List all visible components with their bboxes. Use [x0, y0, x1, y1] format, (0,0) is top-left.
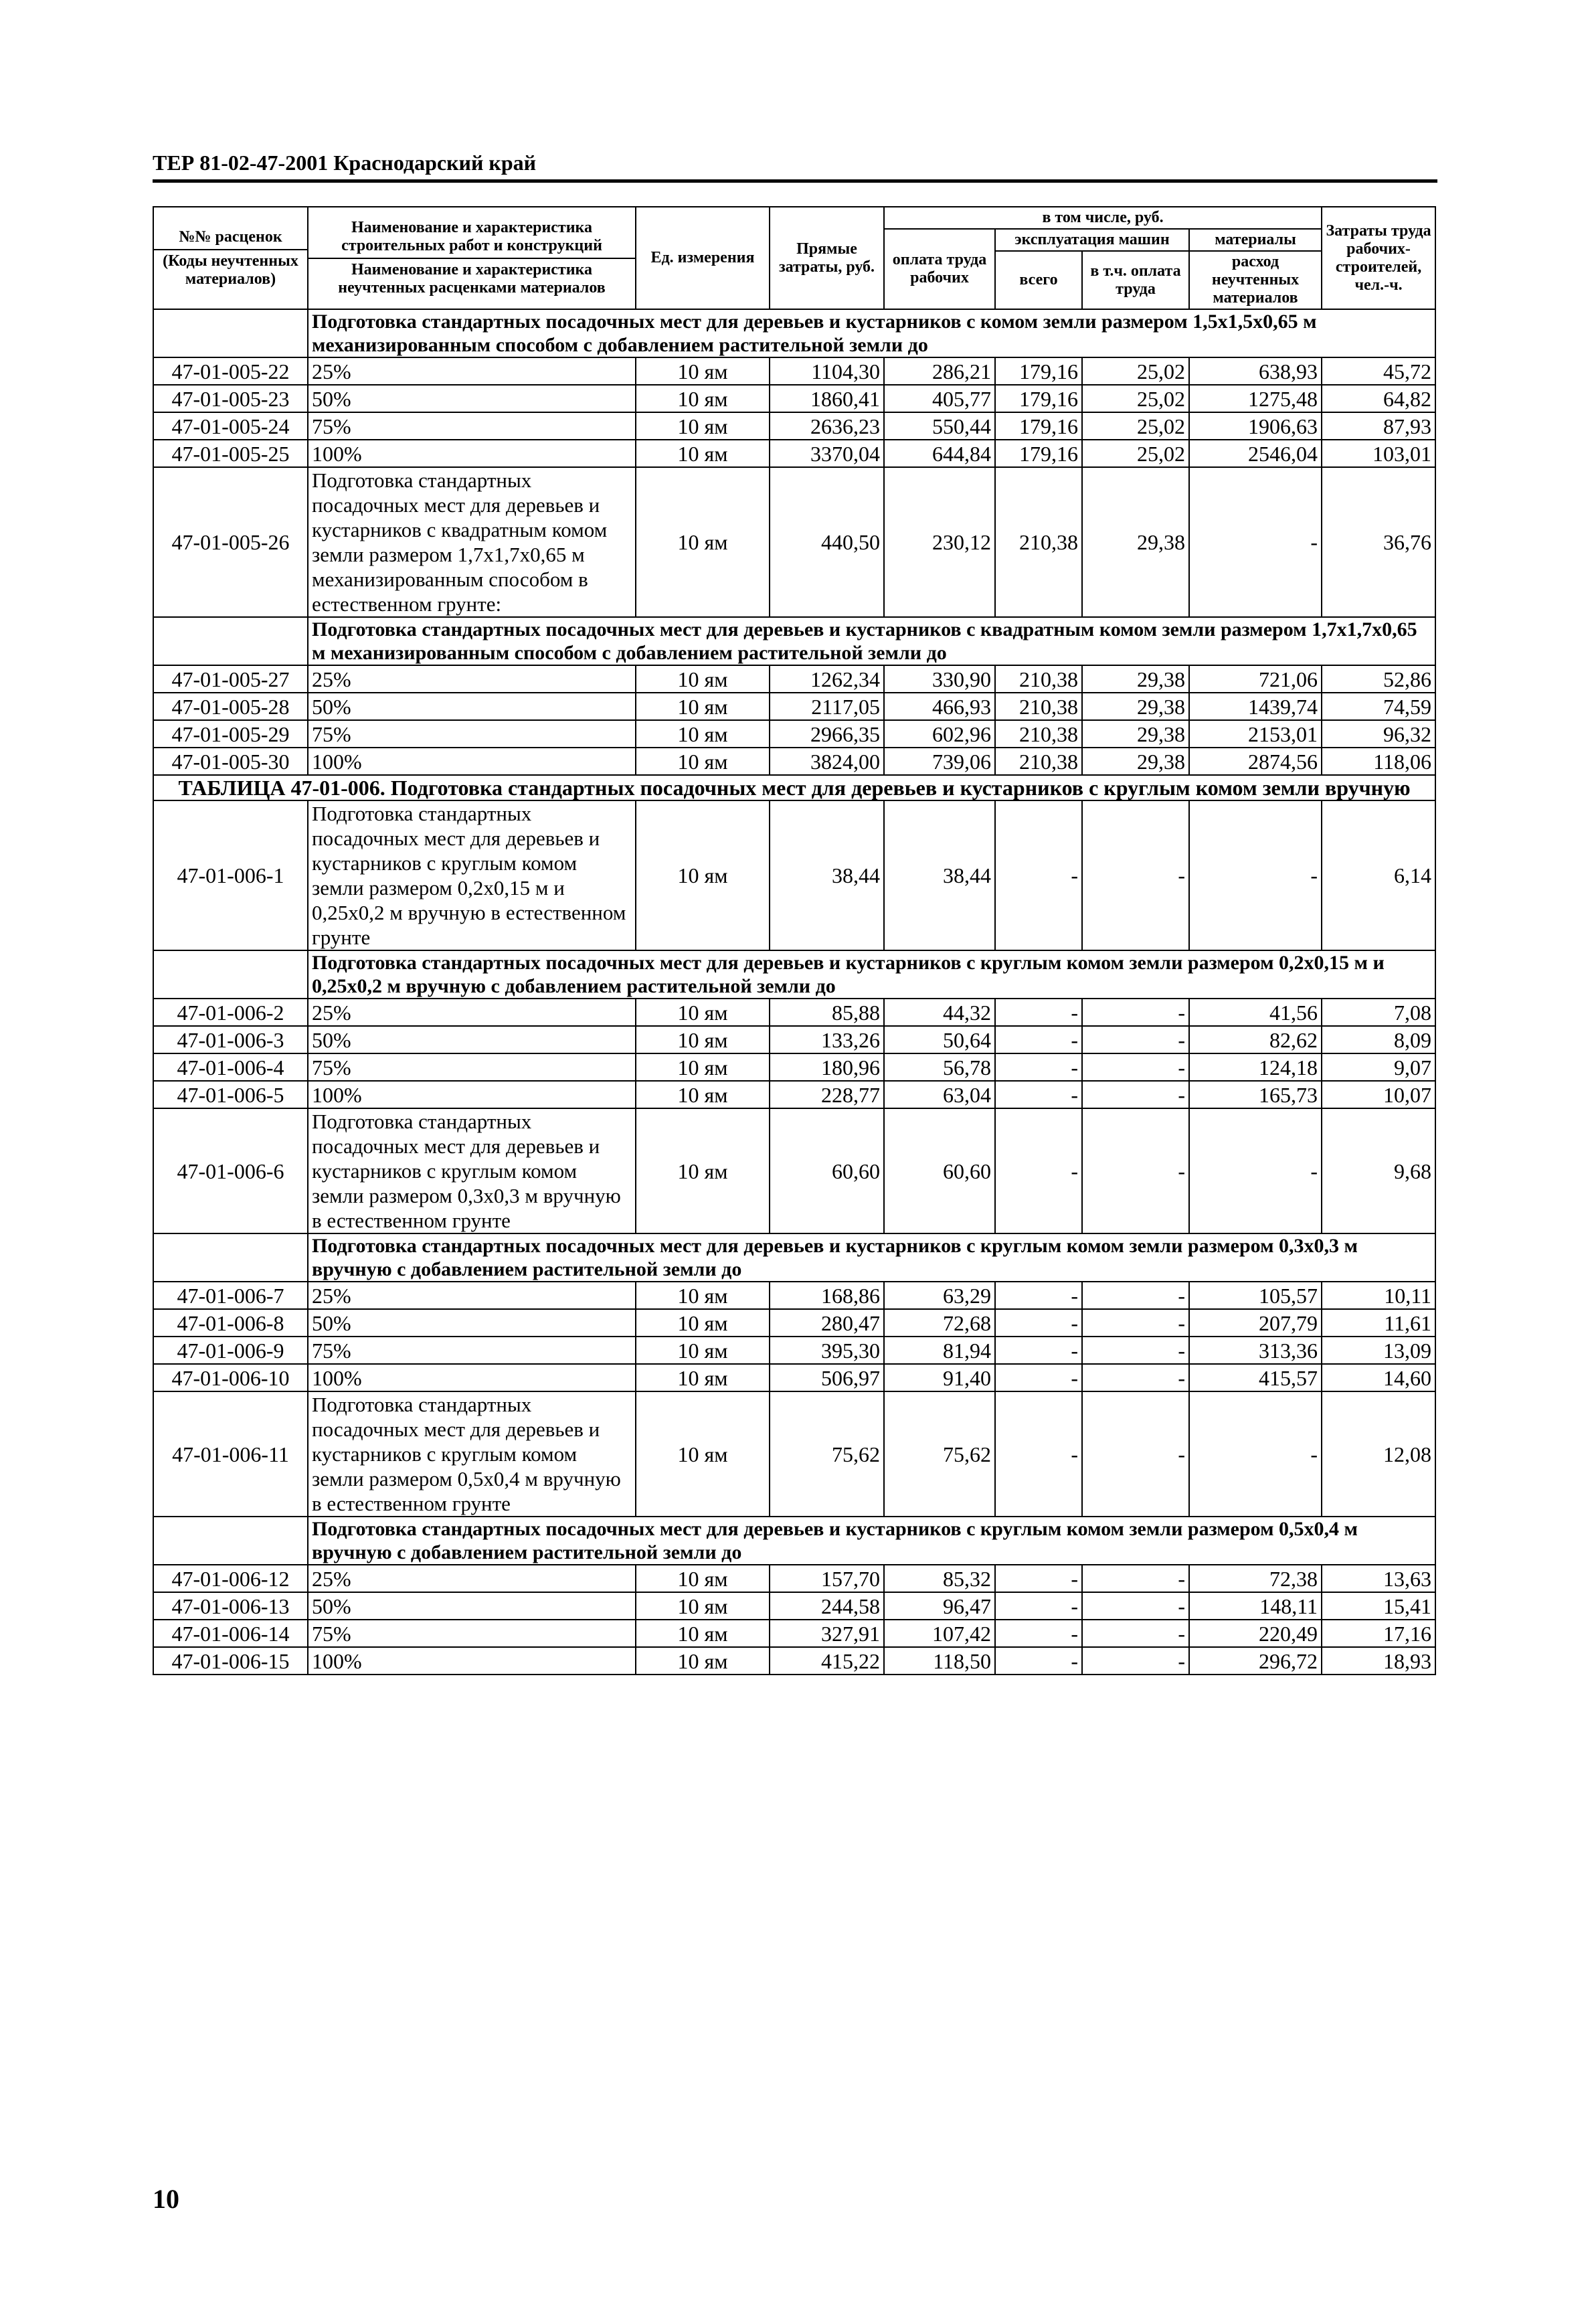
cell-labor: 602,96: [884, 720, 995, 748]
cell-code: 47-01-005-25: [153, 440, 308, 467]
cell-mach-labor: -: [1082, 1081, 1189, 1108]
cell-hours: 36,76: [1322, 467, 1435, 617]
page-number: 10: [153, 2184, 179, 2214]
cell-hours: 13,63: [1322, 1565, 1435, 1592]
cell-unit: 10 ям: [636, 748, 770, 775]
cell-mach-labor: -: [1082, 1108, 1189, 1233]
cell-mach-labor: -: [1082, 1053, 1189, 1081]
cell-labor: 286,21: [884, 357, 995, 385]
cell-direct: 85,88: [770, 999, 884, 1026]
cell-code: 47-01-006-14: [153, 1620, 308, 1647]
cell-name: 25%: [308, 999, 636, 1026]
cell-name: 75%: [308, 1620, 636, 1647]
cell-name: Подготовка стандартных посадочных мест для деревьев и кустарников с круглым комом земли размером 0,2х0,15 м и 0,25х0,2 м вручную в естественном грунте: [308, 800, 636, 950]
cell-mach: 210,38: [995, 665, 1082, 693]
rate-row: [153, 1108, 1435, 1233]
cell-hours: 18,93: [1322, 1647, 1435, 1675]
cell-unit: 10 ям: [636, 720, 770, 748]
cell-hours: 74,59: [1322, 693, 1435, 720]
cell-labor: 96,47: [884, 1592, 995, 1620]
cell-direct: 157,70: [770, 1565, 884, 1592]
cell-labor: 60,60: [884, 1108, 995, 1233]
cell-mach-labor: -: [1082, 1282, 1189, 1309]
cell-name: 50%: [308, 693, 636, 720]
cell-direct: 180,96: [770, 1053, 884, 1081]
cell-hours: 9,68: [1322, 1108, 1435, 1233]
cell-mach-labor: -: [1082, 1592, 1189, 1620]
rate-row: [153, 467, 1435, 617]
cell-name: 75%: [308, 412, 636, 440]
cell-mat: 41,56: [1189, 999, 1322, 1026]
cell-hours: 15,41: [1322, 1592, 1435, 1620]
cell-mat: 638,93: [1189, 357, 1322, 385]
rate-row: [153, 1337, 1435, 1364]
col-direct-header: Прямые затраты, руб.: [770, 207, 884, 309]
col-code-label: №№ расценок: [179, 228, 282, 246]
cell-labor: 44,32: [884, 999, 995, 1026]
rate-row: [153, 385, 1435, 412]
cell-mach: 179,16: [995, 440, 1082, 467]
cell-direct: 2966,35: [770, 720, 884, 748]
rate-row: [153, 1026, 1435, 1053]
empty-cell: [153, 950, 308, 999]
cell-unit: 10 ям: [636, 467, 770, 617]
col-incl-header: в том числе, руб.: [884, 207, 1322, 229]
cell-labor: 38,44: [884, 800, 995, 950]
cell-code: 47-01-006-10: [153, 1364, 308, 1391]
rate-row: [153, 1309, 1435, 1337]
rate-row: [153, 748, 1435, 775]
cell-mat: -: [1189, 1108, 1322, 1233]
cell-direct: 2636,23: [770, 412, 884, 440]
cell-labor: 466,93: [884, 693, 995, 720]
cell-unit: 10 ям: [636, 1565, 770, 1592]
cell-unit: 10 ям: [636, 385, 770, 412]
cell-mach: -: [995, 1081, 1082, 1108]
section-title: Подготовка стандартных посадочных мест для деревьев и кустарников с квадратным комом земли размером 1,7х1,7х0,65 м механизированным способом с добавлением растительной земли до: [308, 617, 1435, 665]
cell-unit: 10 ям: [636, 357, 770, 385]
rate-row: [153, 1565, 1435, 1592]
rate-row: [153, 1081, 1435, 1108]
cell-hours: 17,16: [1322, 1620, 1435, 1647]
cell-unit: 10 ям: [636, 1053, 770, 1081]
cell-code: 47-01-006-9: [153, 1337, 308, 1364]
cell-hours: 96,32: [1322, 720, 1435, 748]
cell-mach: 179,16: [995, 357, 1082, 385]
cell-name: 25%: [308, 1565, 636, 1592]
cell-unit: 10 ям: [636, 412, 770, 440]
cell-mach-labor: -: [1082, 1647, 1189, 1675]
cell-mat: -: [1189, 800, 1322, 950]
col-materials-header: материалы: [1189, 229, 1322, 251]
section-row: [153, 617, 1435, 665]
cell-unit: 10 ям: [636, 1364, 770, 1391]
cell-mat: 165,73: [1189, 1081, 1322, 1108]
rate-row: [153, 720, 1435, 748]
cell-name: Подготовка стандартных посадочных мест для деревьев и кустарников с квадратным комом земли размером 1,7х1,7х0,65 м механизированным способом в естественном грунте:: [308, 467, 636, 617]
cell-direct: 2117,05: [770, 693, 884, 720]
cell-mach: -: [995, 1282, 1082, 1309]
cell-unit: 10 ям: [636, 1337, 770, 1364]
cell-name: 100%: [308, 440, 636, 467]
table-caption-row: [153, 775, 1435, 800]
rates-table: [153, 206, 1436, 1675]
col-machines-labor-header: в т.ч. оплата труда: [1082, 251, 1189, 309]
cell-code: 47-01-006-3: [153, 1026, 308, 1053]
cell-labor: 230,12: [884, 467, 995, 617]
cell-mach: 179,16: [995, 385, 1082, 412]
col-code-sub-label: (Коды неучтенных материалов): [154, 249, 307, 288]
cell-direct: 395,30: [770, 1337, 884, 1364]
cell-mach: -: [995, 1592, 1082, 1620]
col-name-header: [308, 207, 636, 309]
rate-row: [153, 999, 1435, 1026]
cell-direct: 1262,34: [770, 665, 884, 693]
cell-mat: 1439,74: [1189, 693, 1322, 720]
empty-cell: [153, 309, 308, 357]
cell-mach: -: [995, 999, 1082, 1026]
cell-hours: 13,09: [1322, 1337, 1435, 1364]
cell-mach: 210,38: [995, 748, 1082, 775]
cell-labor: 118,50: [884, 1647, 995, 1675]
section-row: [153, 950, 1435, 999]
cell-mach-labor: -: [1082, 1337, 1189, 1364]
rate-row: [153, 357, 1435, 385]
cell-code: 47-01-005-29: [153, 720, 308, 748]
cell-mach: -: [995, 1391, 1082, 1517]
cell-unit: 10 ям: [636, 1620, 770, 1647]
cell-mat: 82,62: [1189, 1026, 1322, 1053]
cell-code: 47-01-005-28: [153, 693, 308, 720]
cell-mat: -: [1189, 1391, 1322, 1517]
cell-labor: 85,32: [884, 1565, 995, 1592]
rate-row: [153, 1592, 1435, 1620]
cell-direct: 440,50: [770, 467, 884, 617]
col-machines-total-header: всего: [995, 251, 1082, 309]
rate-row: [153, 800, 1435, 950]
cell-name: 100%: [308, 1364, 636, 1391]
cell-mat: 2874,56: [1189, 748, 1322, 775]
section-title: Подготовка стандартных посадочных мест для деревьев и кустарников с круглым комом земли размером 0,3х0,3 м вручную с добавлением растительной земли до: [308, 1233, 1435, 1282]
cell-mach-labor: 25,02: [1082, 357, 1189, 385]
cell-direct: 75,62: [770, 1391, 884, 1517]
cell-labor: 739,06: [884, 748, 995, 775]
col-unit-header: Ед. измерения: [636, 207, 770, 309]
cell-mat: 296,72: [1189, 1647, 1322, 1675]
cell-labor: 56,78: [884, 1053, 995, 1081]
cell-mat: 148,11: [1189, 1592, 1322, 1620]
cell-unit: 10 ям: [636, 693, 770, 720]
cell-hours: 118,06: [1322, 748, 1435, 775]
cell-hours: 11,61: [1322, 1309, 1435, 1337]
cell-mach: 210,38: [995, 467, 1082, 617]
cell-hours: 12,08: [1322, 1391, 1435, 1517]
section-row: [153, 1233, 1435, 1282]
cell-name: 50%: [308, 385, 636, 412]
col-name-sub-label: Наименование и характеристика неучтенных расценками материалов: [308, 258, 635, 297]
cell-direct: 506,97: [770, 1364, 884, 1391]
cell-mat: 72,38: [1189, 1565, 1322, 1592]
cell-direct: 3370,04: [770, 440, 884, 467]
cell-direct: 415,22: [770, 1647, 884, 1675]
cell-unit: 10 ям: [636, 1592, 770, 1620]
cell-mach-labor: 25,02: [1082, 412, 1189, 440]
cell-name: 100%: [308, 1647, 636, 1675]
cell-code: 47-01-005-24: [153, 412, 308, 440]
cell-hours: 10,11: [1322, 1282, 1435, 1309]
cell-code: 47-01-006-15: [153, 1647, 308, 1675]
cell-code: 47-01-006-13: [153, 1592, 308, 1620]
cell-name: 50%: [308, 1309, 636, 1337]
section-row: [153, 1517, 1435, 1565]
cell-mat: 415,57: [1189, 1364, 1322, 1391]
cell-mach: 210,38: [995, 720, 1082, 748]
cell-name: 100%: [308, 748, 636, 775]
cell-mat: -: [1189, 467, 1322, 617]
rate-row: [153, 1647, 1435, 1675]
cell-unit: 10 ям: [636, 440, 770, 467]
cell-mach: -: [995, 1053, 1082, 1081]
cell-direct: 280,47: [770, 1309, 884, 1337]
cell-direct: 60,60: [770, 1108, 884, 1233]
cell-direct: 3824,00: [770, 748, 884, 775]
cell-code: 47-01-006-12: [153, 1565, 308, 1592]
cell-labor: 550,44: [884, 412, 995, 440]
cell-code: 47-01-006-2: [153, 999, 308, 1026]
cell-mach: -: [995, 800, 1082, 950]
cell-code: 47-01-005-22: [153, 357, 308, 385]
cell-hours: 9,07: [1322, 1053, 1435, 1081]
cell-code: 47-01-006-11: [153, 1391, 308, 1517]
cell-unit: 10 ям: [636, 665, 770, 693]
cell-unit: 10 ям: [636, 1309, 770, 1337]
cell-mach-labor: -: [1082, 1364, 1189, 1391]
cell-name: Подготовка стандартных посадочных мест для деревьев и кустарников с круглым комом земли размером 0,5х0,4 м вручную в естественном грунте: [308, 1391, 636, 1517]
cell-labor: 63,29: [884, 1282, 995, 1309]
cell-code: 47-01-005-30: [153, 748, 308, 775]
col-name-label: Наименование и характеристика строительных работ и конструкций: [341, 219, 602, 254]
col-code-header: [153, 207, 308, 309]
cell-mat: 721,06: [1189, 665, 1322, 693]
cell-hours: 10,07: [1322, 1081, 1435, 1108]
cell-mach-labor: 29,38: [1082, 748, 1189, 775]
cell-hours: 7,08: [1322, 999, 1435, 1026]
cell-name: 50%: [308, 1592, 636, 1620]
cell-name: 75%: [308, 1053, 636, 1081]
cell-hours: 8,09: [1322, 1026, 1435, 1053]
cell-direct: 133,26: [770, 1026, 884, 1053]
cell-labor: 330,90: [884, 665, 995, 693]
cell-labor: 75,62: [884, 1391, 995, 1517]
cell-mat: 1906,63: [1189, 412, 1322, 440]
cell-unit: 10 ям: [636, 800, 770, 950]
cell-mach-labor: 29,38: [1082, 693, 1189, 720]
cell-mach-labor: -: [1082, 800, 1189, 950]
cell-name: 25%: [308, 665, 636, 693]
cell-name: 25%: [308, 357, 636, 385]
cell-mat: 220,49: [1189, 1620, 1322, 1647]
cell-code: 47-01-005-27: [153, 665, 308, 693]
empty-cell: [153, 617, 308, 665]
cell-mach-labor: -: [1082, 1565, 1189, 1592]
cell-direct: 38,44: [770, 800, 884, 950]
cell-hours: 64,82: [1322, 385, 1435, 412]
rate-row: [153, 412, 1435, 440]
cell-hours: 87,93: [1322, 412, 1435, 440]
cell-unit: 10 ям: [636, 1026, 770, 1053]
cell-direct: 168,86: [770, 1282, 884, 1309]
cell-mach: -: [995, 1108, 1082, 1233]
cell-mat: 207,79: [1189, 1309, 1322, 1337]
cell-unit: 10 ям: [636, 1108, 770, 1233]
cell-mach-labor: -: [1082, 1309, 1189, 1337]
cell-mach-labor: 29,38: [1082, 467, 1189, 617]
cell-hours: 6,14: [1322, 800, 1435, 950]
rate-row: [153, 440, 1435, 467]
cell-name: 100%: [308, 1081, 636, 1108]
cell-mat: 105,57: [1189, 1282, 1322, 1309]
cell-mat: 2153,01: [1189, 720, 1322, 748]
empty-cell: [153, 1517, 308, 1565]
cell-mach-labor: 29,38: [1082, 720, 1189, 748]
cell-hours: 103,01: [1322, 440, 1435, 467]
col-labor-header: оплата труда рабочих: [884, 229, 995, 309]
cell-mach: 179,16: [995, 412, 1082, 440]
col-hours-header: Затраты труда рабочих-строителей, чел.-ч.: [1322, 207, 1435, 309]
cell-labor: 50,64: [884, 1026, 995, 1053]
cell-code: 47-01-006-6: [153, 1108, 308, 1233]
rate-row: [153, 1391, 1435, 1517]
cell-mach-labor: -: [1082, 1620, 1189, 1647]
rate-row: [153, 665, 1435, 693]
cell-unit: 10 ям: [636, 999, 770, 1026]
cell-mach-labor: 29,38: [1082, 665, 1189, 693]
rate-row: [153, 1282, 1435, 1309]
section-row: [153, 309, 1435, 357]
cell-mach: -: [995, 1647, 1082, 1675]
cell-direct: 244,58: [770, 1592, 884, 1620]
cell-code: 47-01-006-7: [153, 1282, 308, 1309]
cell-labor: 405,77: [884, 385, 995, 412]
cell-mach-labor: -: [1082, 1391, 1189, 1517]
cell-unit: 10 ям: [636, 1282, 770, 1309]
cell-name: 50%: [308, 1026, 636, 1053]
cell-mach: -: [995, 1620, 1082, 1647]
cell-mat: 124,18: [1189, 1053, 1322, 1081]
cell-labor: 644,84: [884, 440, 995, 467]
cell-code: 47-01-006-5: [153, 1081, 308, 1108]
cell-mat: 313,36: [1189, 1337, 1322, 1364]
cell-unit: 10 ям: [636, 1081, 770, 1108]
section-title: Подготовка стандартных посадочных мест для деревьев и кустарников с комом земли размером 1,5х1,5х0,65 м механизированным способом с добавлением растительной земли до: [308, 309, 1435, 357]
cell-name: Подготовка стандартных посадочных мест для деревьев и кустарников с круглым комом земли размером 0,3х0,3 м вручную в естественном грунте: [308, 1108, 636, 1233]
cell-code: 47-01-006-8: [153, 1309, 308, 1337]
table-caption: ТАБЛИЦА 47-01-006. Подготовка стандартных посадочных мест для деревьев и кустарников с круглым комом земли вручную: [153, 775, 1435, 800]
cell-hours: 14,60: [1322, 1364, 1435, 1391]
cell-labor: 72,68: [884, 1309, 995, 1337]
cell-name: 75%: [308, 720, 636, 748]
cell-code: 47-01-005-26: [153, 467, 308, 617]
cell-direct: 228,77: [770, 1081, 884, 1108]
cell-labor: 107,42: [884, 1620, 995, 1647]
cell-direct: 1104,30: [770, 357, 884, 385]
cell-mach: -: [995, 1026, 1082, 1053]
rate-row: [153, 1364, 1435, 1391]
cell-name: 75%: [308, 1337, 636, 1364]
section-title: Подготовка стандартных посадочных мест для деревьев и кустарников с круглым комом земли размером 0,2х0,15 м и 0,25х0,2 м вручную с добавлением растительной земли до: [308, 950, 1435, 999]
cell-unit: 10 ям: [636, 1647, 770, 1675]
cell-code: 47-01-006-4: [153, 1053, 308, 1081]
cell-mach-labor: 25,02: [1082, 440, 1189, 467]
cell-code: 47-01-006-1: [153, 800, 308, 950]
cell-mat: 1275,48: [1189, 385, 1322, 412]
empty-cell: [153, 1233, 308, 1282]
cell-mach-labor: 25,02: [1082, 385, 1189, 412]
cell-direct: 1860,41: [770, 385, 884, 412]
cell-labor: 63,04: [884, 1081, 995, 1108]
cell-mach: -: [995, 1309, 1082, 1337]
cell-mach: -: [995, 1364, 1082, 1391]
cell-mach: 210,38: [995, 693, 1082, 720]
section-title: Подготовка стандартных посадочных мест для деревьев и кустарников с круглым комом земли размером 0,5х0,4 м вручную с добавлением растительной земли до: [308, 1517, 1435, 1565]
rate-row: [153, 693, 1435, 720]
cell-hours: 52,86: [1322, 665, 1435, 693]
cell-mach: -: [995, 1565, 1082, 1592]
cell-mach: -: [995, 1337, 1082, 1364]
cell-mach-labor: -: [1082, 1026, 1189, 1053]
cell-hours: 45,72: [1322, 357, 1435, 385]
cell-code: 47-01-005-23: [153, 385, 308, 412]
rate-row: [153, 1053, 1435, 1081]
cell-labor: 81,94: [884, 1337, 995, 1364]
rate-row: [153, 1620, 1435, 1647]
cell-labor: 91,40: [884, 1364, 995, 1391]
col-materials-unacc-header: расход неучтенных материалов: [1189, 251, 1322, 309]
cell-mach-labor: -: [1082, 999, 1189, 1026]
cell-direct: 327,91: [770, 1620, 884, 1647]
cell-mat: 2546,04: [1189, 440, 1322, 467]
col-machines-header: эксплуатация машин: [995, 229, 1189, 251]
cell-unit: 10 ям: [636, 1391, 770, 1517]
running-header: ТЕР 81-02-47-2001 Краснодарский край: [153, 151, 1437, 183]
cell-name: 25%: [308, 1282, 636, 1309]
